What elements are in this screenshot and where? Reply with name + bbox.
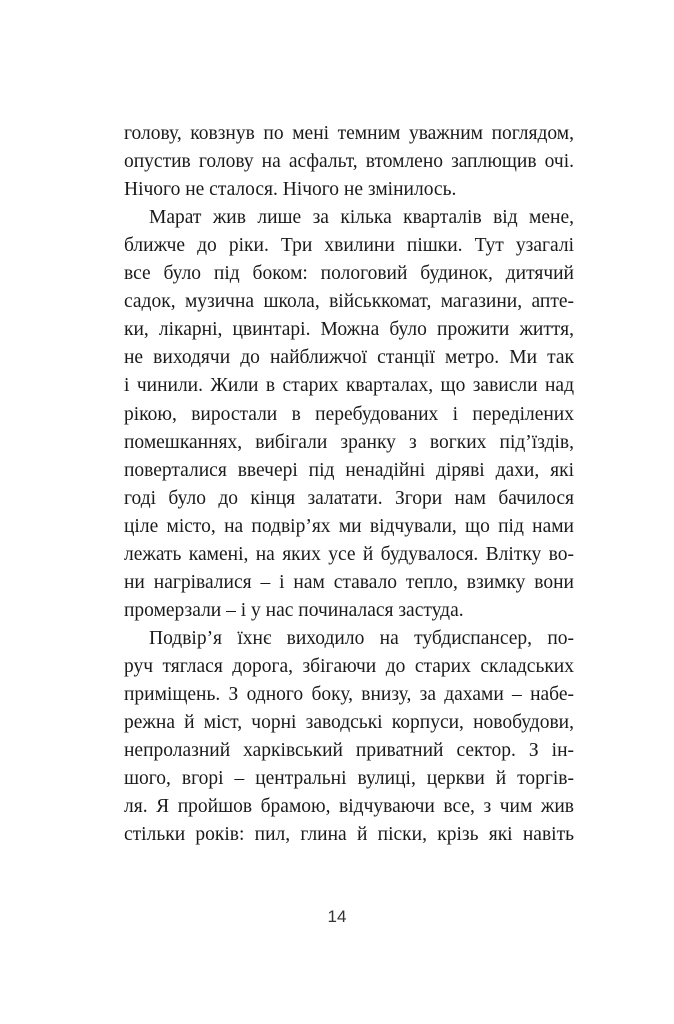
text-line: помешканнях, вибігали зранку з вогких під’їздів, [124,431,574,453]
text-line: голову, ковзнув по мені темним уважним поглядом, [124,123,574,144]
text-line: ля. Я пройшов брамою, відчуваючи все, з чим жив [124,796,574,818]
text-line: ки, лікарні, цвинтарі. Можна було прожити життя, [124,319,574,341]
text-line: шого, вгорі – центральні вулиці, церкви й торгів- [124,768,574,790]
text-line: промерзали – і у нас починалася застуда. [124,599,464,621]
text-line: садок, музична школа, військкомат, магазини, апте- [124,291,574,313]
text-line: все було під боком: пологовий будинок, дитячий [124,263,574,285]
page-number: 14 [327,907,347,926]
text-line: і чинили. Жили в старих кварталах, що зависли над [124,375,574,397]
text-line: руч тяглася дорога, збігаючи до старих складських [124,655,574,677]
text-line: годі було до кінця залатати. Згори нам бачилося [124,487,574,509]
text-line: Подвір’я їхнє виходило на тубдиспансер, по- [149,627,574,649]
text-line: лежать камені, на яких усе й будувалося. Влітку во- [124,543,574,565]
text-line: непролазний харківський приватний сектор. З ін- [124,740,574,762]
text-line: рікою, виростали в перебудованих і переділених [124,403,574,425]
text-line: поверталися ввечері під ненадійні діряві дахи, які [124,459,574,481]
text-line: ближче до ріки. Три хвилини пішки. Тут узагалі [124,235,574,257]
text-line: не виходячи до найближчої станції метро. Ми так [124,347,574,369]
text-line: Марат жив лише за кілька кварталів від мене, [149,207,574,229]
text-line: Нічого не сталося. Нічого не змінилось. [124,179,457,201]
text-line: стільки років: пил, глина й піски, крізь які навіть [124,824,574,846]
text-line: приміщень. З одного боку, внизу, за дахами – набе- [124,684,574,705]
text-line: режна й міст, чорні заводські корпуси, новобудови, [124,712,574,734]
text-line: ни нагрівалися – і нам ставало тепло, взимку вони [124,571,574,593]
text-line: ціле місто, на подвір’ях ми відчували, що під нами [124,515,574,537]
text-line: опустив голову на асфальт, втомлено заплющив очі. [124,151,574,173]
